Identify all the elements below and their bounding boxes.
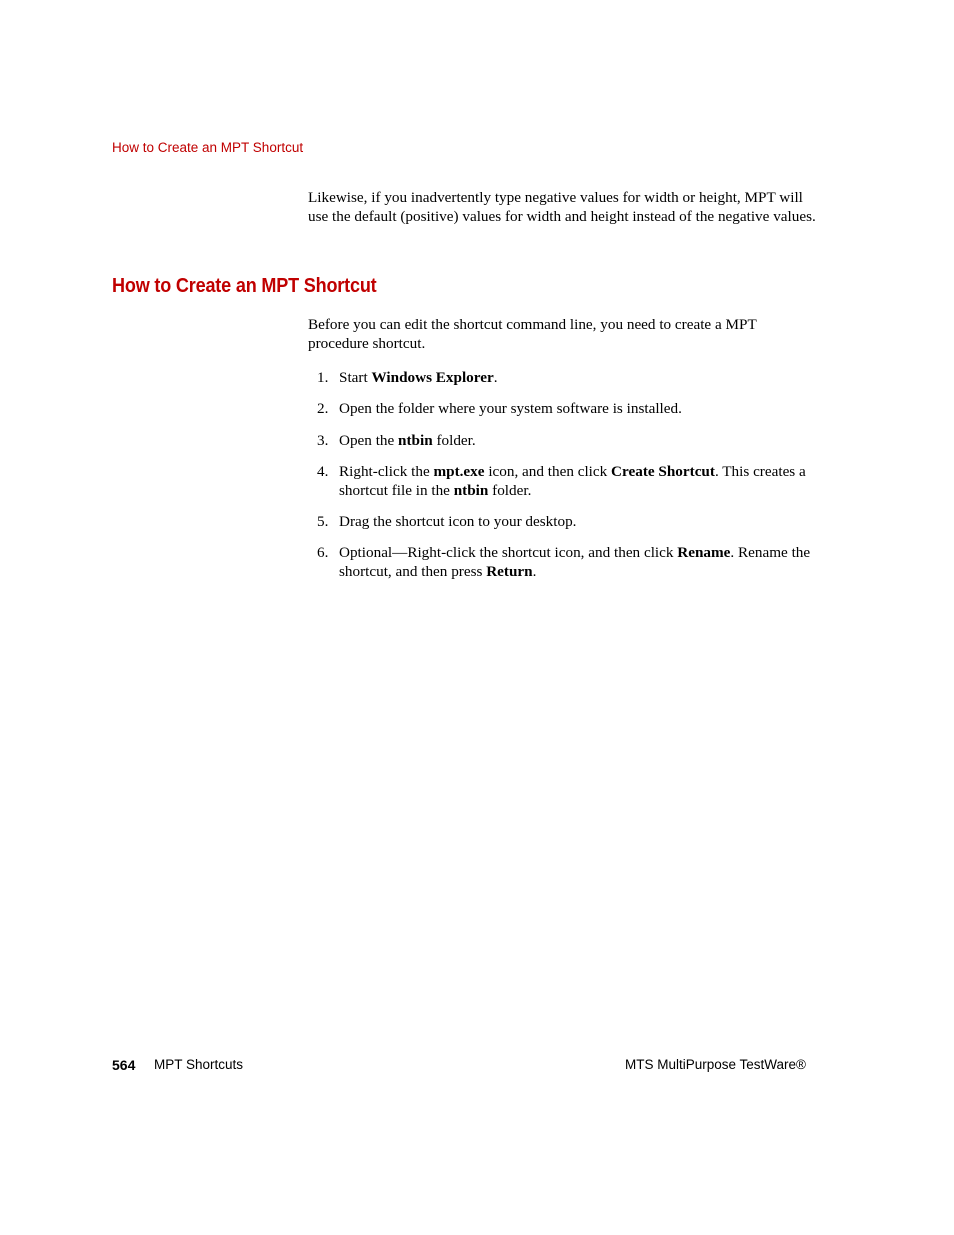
- step-ui-term: Return: [486, 563, 533, 581]
- step-item: [308, 512, 828, 531]
- step-number: 4.: [317, 462, 329, 480]
- step-text: Optional—Right-click the shortcut icon, and then click: [339, 544, 678, 562]
- step-text: .: [493, 369, 498, 386]
- section-heading: How to Create an MPT Shortcut: [112, 274, 377, 297]
- footer-page-number: 564: [112, 1057, 136, 1073]
- step-text: icon, and then click: [484, 462, 612, 480]
- step-item: [308, 462, 828, 500]
- step-item: [308, 399, 828, 418]
- step-text: Drag the shortcut icon to your desktop.: [339, 513, 577, 531]
- step-item: [308, 368, 828, 387]
- steps-list: [308, 368, 828, 594]
- step-text: folder.: [432, 431, 476, 449]
- intro-paragraph: Likewise, if you inadvertently type negative values for width or height, MPT will use the default (positive) values for width and height instead of the negative values.: [308, 189, 816, 225]
- step-text: folder.: [488, 481, 532, 499]
- section-intro-paragraph: Before you can edit the shortcut command line, you need to create a MPT procedure shortcut.: [308, 316, 757, 352]
- step-ui-term: mpt.exe: [433, 462, 485, 480]
- step-text: .: [532, 563, 537, 581]
- step-ui-term: ntbin: [398, 431, 433, 449]
- step-text: Open the folder where your system software is installed.: [339, 400, 682, 418]
- step-number: 5.: [317, 513, 329, 531]
- step-text: Open the: [339, 431, 399, 449]
- footer-product-name: MTS MultiPurpose TestWare®: [625, 1057, 806, 1072]
- step-number: 3.: [317, 431, 329, 449]
- step-number: 1.: [317, 369, 329, 386]
- step-item: [308, 543, 828, 581]
- step-text: . This creates a shortcut file in the: [339, 462, 806, 499]
- running-header: How to Create an MPT Shortcut: [112, 140, 304, 155]
- step-ui-term: ntbin: [453, 481, 489, 499]
- step-ui-term: Create Shortcut: [611, 462, 715, 480]
- step-number: 2.: [317, 400, 329, 418]
- step-text: Start: [339, 369, 372, 386]
- step-number: 6.: [317, 544, 329, 562]
- step-text: . Rename the shortcut, and then press: [339, 544, 811, 581]
- step-ui-term: Windows Explorer: [371, 369, 494, 386]
- step-item: [308, 431, 828, 450]
- footer-chapter-title: MPT Shortcuts: [154, 1057, 244, 1072]
- step-ui-term: Rename: [677, 544, 731, 562]
- step-text: Right-click the: [339, 462, 434, 480]
